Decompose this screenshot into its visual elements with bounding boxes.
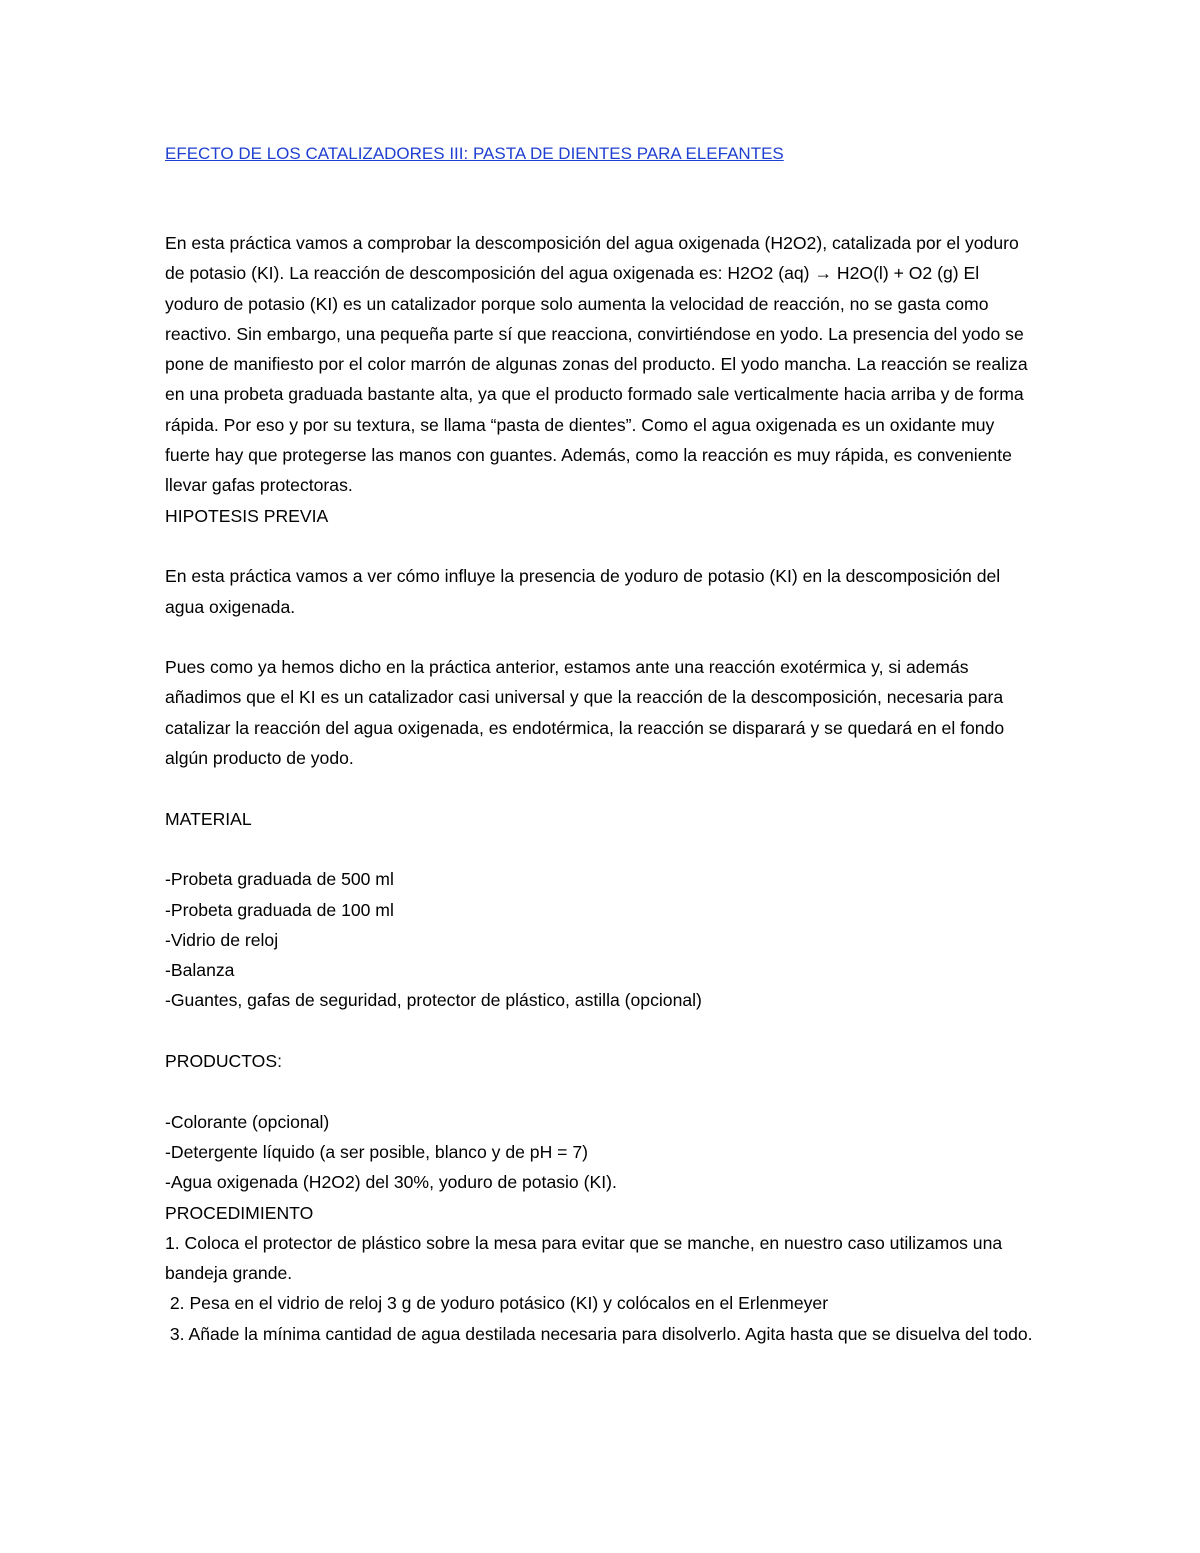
hypothesis-paragraph-2: Pues como ya hemos dicho en la práctica anterior, estamos ante una reacción exotérmica y, si además añadimos que el KI es un catalizador casi universal y que la reacción de la descomposición, necesaria para catalizar la reacción del agua oxigenada, es endotérmica, la reacción se disparará y se quedará en el fondo algún producto de yodo. [165,657,1005,769]
procedure-heading: PROCEDIMIENTO [165,1202,314,1223]
list-item: -Guantes, gafas de seguridad, protector de plástico, astilla (opcional) [165,990,702,1011]
list-item: -Probeta graduada de 100 ml [165,899,394,920]
procedure-step: 1. Coloca el protector de plástico sobre la mesa para evitar que se manche, en nuestro caso utilizamos una bandeja grande. [165,1232,1003,1284]
document-page [165,140,1035,1349]
hypothesis-heading: HIPOTESIS PREVIA [165,505,329,526]
intro-paragraph: En esta práctica vamos a comprobar la descomposición del agua oxigenada (H2O2), catalizada por el yoduro de potasio (KI). La reacción de descomposición del agua oxigenada es: H2O2 (aq) → H2O(l) + O2 (g) El yoduro de potasio (KI) es un catalizador porque solo aumenta la velocidad de reacción, no se gasta como reactivo. Sin embargo, una pequeña parte sí que reacciona, convirtiéndose en yodo. La presencia del yodo se pone de manifiesto por el color marrón de algunas zonas del producto. El yodo mancha. La reacción se realiza en una probeta graduada bastante alta, ya que el producto formado sale verticalmente hacia arriba y de forma rápida. Por eso y por su textura, se llama “pasta de dientes”. Como el agua oxigenada es un oxidante muy fuerte hay que protegerse las manos con guantes. Además, como la reacción es muy rápida, es conveniente llevar gafas protectoras. [165,233,1028,496]
products-heading: PRODUCTOS: [165,1051,282,1072]
procedure-step: 3. Añade la mínima cantidad de agua destilada necesaria para disolverlo. Agita hasta que se disuelva del todo. [165,1323,1033,1344]
list-item: -Agua oxigenada (H2O2) del 30%, yoduro de potasio (KI). [165,1172,617,1193]
procedure-step: 2. Pesa en el vidrio de reloj 3 g de yoduro potásico (KI) y colócalos en el Erlenmeyer [165,1293,829,1314]
document-title[interactable]: EFECTO DE LOS CATALIZADORES III: PASTA DE DIENTES PARA ELEFANTES [165,144,784,163]
list-item: -Probeta graduada de 500 ml [165,869,394,890]
list-item: -Balanza [165,960,235,981]
list-item: -Colorante (opcional) [165,1111,330,1132]
list-item: -Detergente líquido (a ser posible, blanco y de pH = 7) [165,1141,588,1162]
hypothesis-paragraph-1: En esta práctica vamos a ver cómo influye la presencia de yoduro de potasio (KI) en la descomposición del agua oxigenada. [165,566,1001,617]
list-item: -Vidrio de reloj [165,929,279,950]
material-heading: MATERIAL [165,808,252,829]
